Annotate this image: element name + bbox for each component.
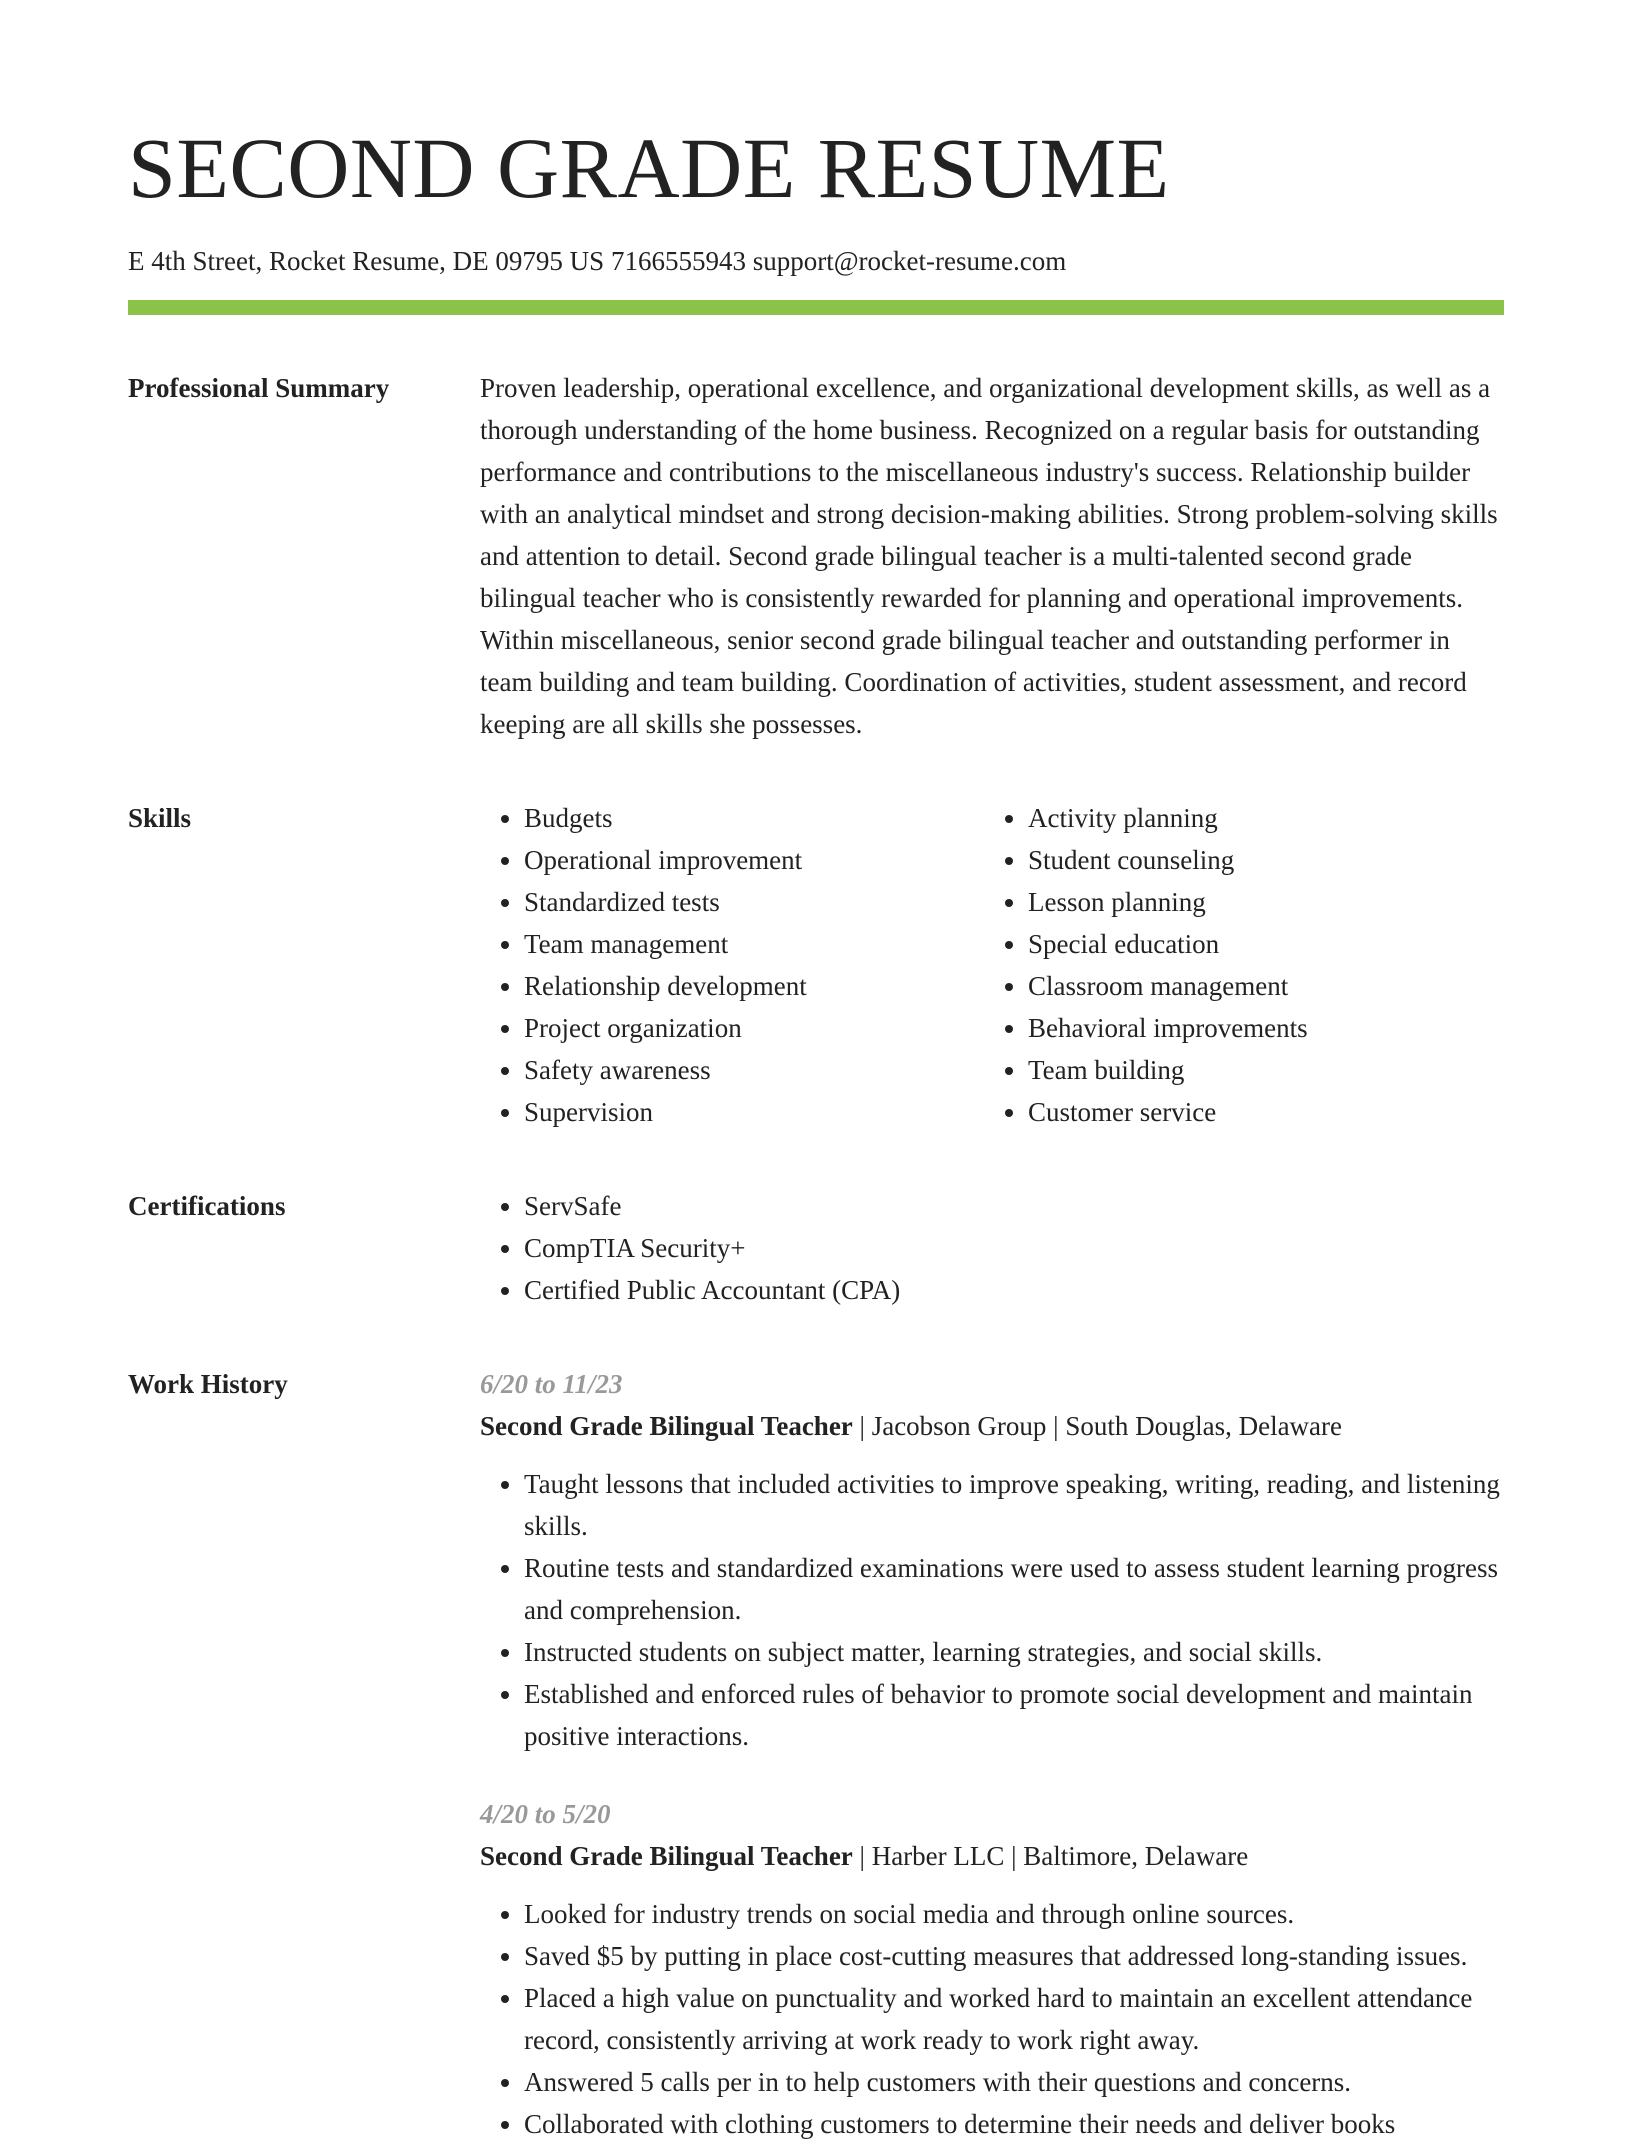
job-bullet: • Established and enforced rules of behavior to promote social development and maintain positive interactions. — [524, 1673, 1504, 1757]
job-bullet: • Saved $5 by putting in place cost-cutting measures that addressed long-standing issues. — [524, 1935, 1504, 1977]
job-bullet: • Placed a high value on punctuality and worked hard to maintain an excellent attendance record, consistently arriving at work ready to work right away. — [524, 1977, 1504, 2061]
job-dates: 4/20 to 5/20 — [480, 1799, 611, 1829]
skill-item: • Special education — [1028, 923, 1488, 965]
job-heading — [480, 1835, 1504, 1877]
skills-column-right — [984, 797, 1488, 1133]
work-history-section — [128, 1363, 1504, 2145]
job-title: Second Grade Bilingual Teacher — [480, 1411, 853, 1441]
skills-column-left — [480, 797, 984, 1133]
summary-section — [128, 367, 1504, 745]
job-entry — [480, 1363, 1504, 1757]
job-bullet: • Routine tests and standardized examinations were used to assess student learning progress and comprehension. — [524, 1547, 1504, 1631]
accent-divider — [128, 300, 1504, 315]
job-bullet: • Answered 5 calls per in to help customers with their questions and concerns. — [524, 2061, 1504, 2103]
job-title: Second Grade Bilingual Teacher — [480, 1841, 853, 1871]
job-dates: 6/20 to 11/23 — [480, 1369, 623, 1399]
job-bullet: • Collaborated with clothing customers to determine their needs and deliver books — [524, 2103, 1504, 2145]
skill-item: • Relationship development — [524, 965, 984, 1007]
job-bullets — [480, 1463, 1504, 1757]
skill-item: • Customer service — [1028, 1091, 1488, 1133]
skill-item: • Project organization — [524, 1007, 984, 1049]
job-bullet: • Taught lessons that included activities to improve speaking, writing, reading, and listening skills. — [524, 1463, 1504, 1547]
certifications-body — [480, 1185, 1504, 1311]
job-bullet: • Looked for industry trends on social media and through online sources. — [524, 1893, 1504, 1935]
skill-item: • Lesson planning — [1028, 881, 1488, 923]
skill-item: • Safety awareness — [524, 1049, 984, 1091]
skill-item: • Classroom management — [1028, 965, 1488, 1007]
skills-section — [128, 797, 1504, 1133]
certification-item: • CompTIA Security+ — [524, 1227, 1504, 1269]
summary-body — [480, 367, 1504, 745]
skill-item: • Behavioral improvements — [1028, 1007, 1488, 1049]
skill-item: • Operational improvement — [524, 839, 984, 881]
summary-label: Professional Summary — [128, 373, 390, 403]
work-history-body — [480, 1363, 1504, 2145]
resume-page — [128, 0, 1504, 2145]
certifications-label: Certifications — [128, 1191, 286, 1221]
job-details: | Jacobson Group | South Douglas, Delaware — [852, 1411, 1343, 1441]
skill-item: • Budgets — [524, 797, 984, 839]
skill-item: • Team management — [524, 923, 984, 965]
skills-label: Skills — [128, 803, 192, 833]
skill-item: • Activity planning — [1028, 797, 1488, 839]
skill-item: • Team building — [1028, 1049, 1488, 1091]
certifications-section — [128, 1185, 1504, 1311]
skill-item: • Student counseling — [1028, 839, 1488, 881]
skill-item: • Supervision — [524, 1091, 984, 1133]
job-bullet: • Instructed students on subject matter, learning strategies, and social skills. — [524, 1631, 1504, 1673]
job-bullets — [480, 1893, 1504, 2145]
skill-item: • Standardized tests — [524, 881, 984, 923]
job-details: | Harber LLC | Baltimore, Delaware — [852, 1841, 1249, 1871]
skills-body — [480, 797, 1504, 1133]
certification-item: • ServSafe — [524, 1185, 1504, 1227]
work-history-label: Work History — [128, 1369, 288, 1399]
summary-text: Proven leadership, operational excellence, and organizational development skills, as well as a thorough understanding of the home business. Recognized on a regular basis for outstanding performance and contributions to the miscellaneous industry's success. Relationship builder with an analytical mindset and strong decision-making abilities. Strong problem-solving skills and attention to detail. Second grade bilingual teacher is a multi-talented second grade bilingual teacher who is consistently rewarded for planning and operational improvements. Within miscellaneous, senior second grade bilingual teacher and outstanding performer in team building and team building. Coordination of activities, student assessment, and record keeping are all skills she possesses. — [480, 373, 1498, 739]
contact-line: E 4th Street, Rocket Resume, DE 09795 US 7166555943 support@rocket-resume.com — [128, 246, 1067, 276]
certification-item: • Certified Public Accountant (CPA) — [524, 1269, 1504, 1311]
job-heading — [480, 1405, 1504, 1447]
resume-title: SECOND GRADE RESUME — [128, 120, 1170, 216]
job-entry — [480, 1793, 1504, 2145]
